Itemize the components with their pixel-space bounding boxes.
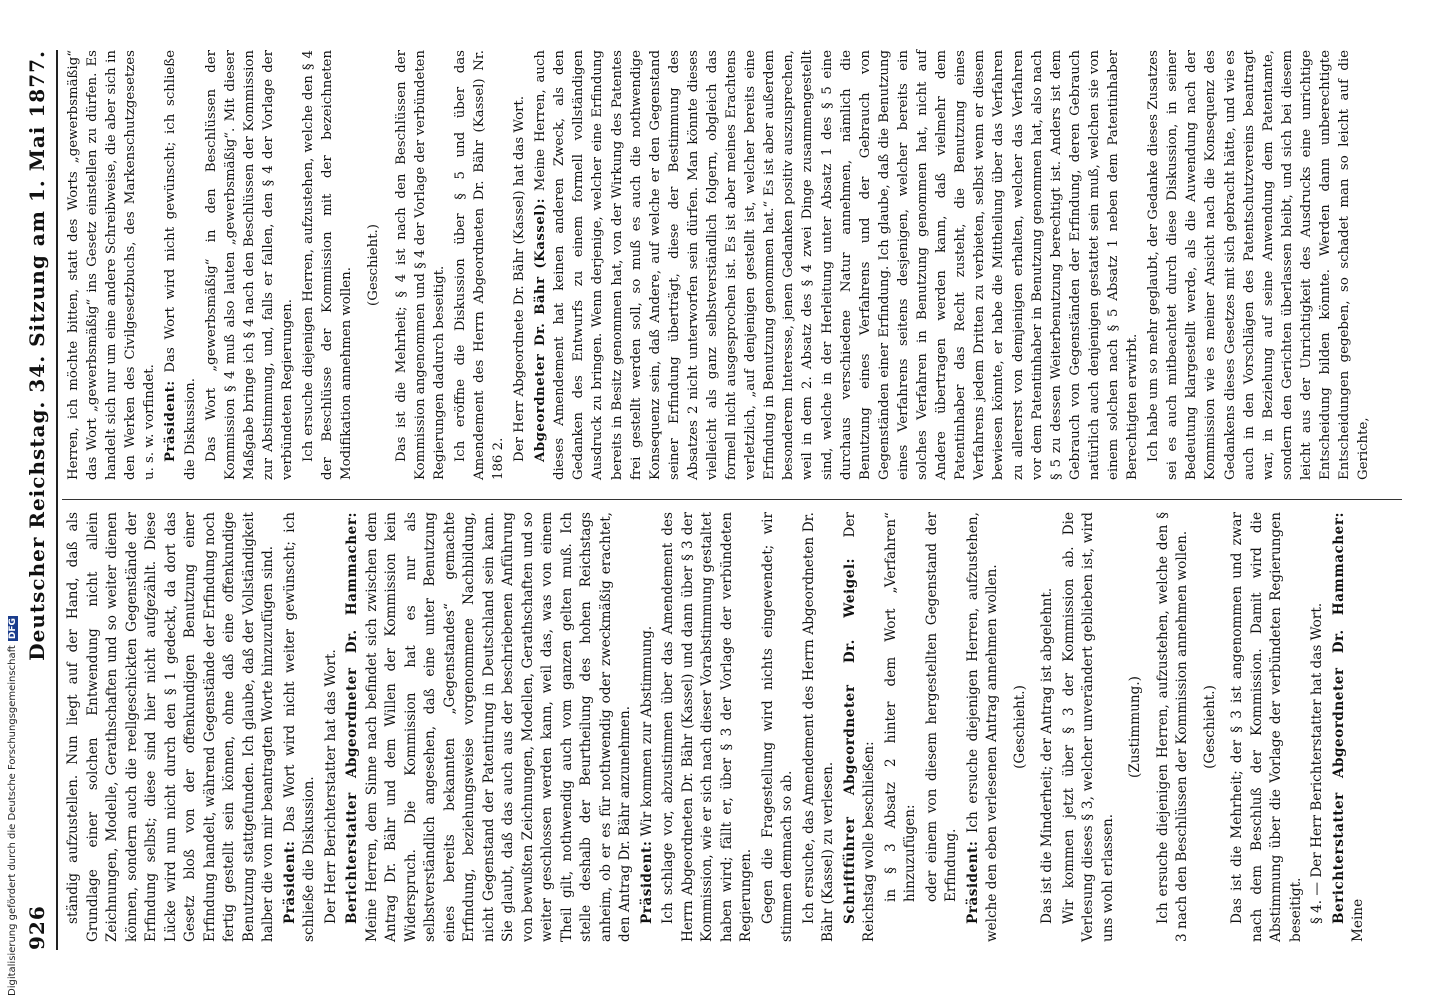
page-number: 926: [25, 905, 49, 950]
paragraph-text: Das Wort wird nicht weiter gewünscht; ich schließe die Diskussion.: [281, 512, 317, 942]
paragraph-text: Ich ersuche diejenigen Herren, aufzustehen, welche den § 4 der Beschlüsse der Kommission mit der bezeichneten Modifikation annehmen wollen.: [301, 50, 355, 480]
paragraph: [281, 512, 320, 942]
paragraph-text: (Zustimmung.): [1127, 676, 1143, 778]
paragraph: [1201, 512, 1221, 942]
paragraph: [64, 512, 279, 942]
paragraph-text: (Geschieht.): [366, 224, 382, 306]
paragraph: [800, 512, 839, 942]
paragraph-text: Der Herr Abgeordnete Dr. Bähr (Kassel) hat das Wort.: [512, 95, 528, 462]
page-title: Deutscher Reichstag. 34. Sitzung am 1. Mai 1877.: [25, 50, 49, 661]
paragraph-text: ständig aufzustellen. Nun liegt auf der Hand, daß als Grundlage einer solchen Entwendung nicht allein Zeichnungen, Modelle, Gerathschaften und so weiter dienen können, sondern auch die reellgeschickten Gegenstände der Erfindung selbst; diese sind hier nicht aufgezählt. Diese Lücke wird nun nicht durch den § 1 gedeckt, da dort das Gesetz bloß von der offenkundigen Benutzung einer Erfindung handelt, während Gegenstände der Erfindung noch fertig gestellt sein können, ohne daß eine offenkundige Benutzung stattgefunden. Ich glaube, daß der Vollständigkeit halber die von mir beantragten Worte hinzuzufügen sind.: [65, 512, 276, 942]
right-column: [64, 50, 1375, 480]
speaker-name: Berichterstatter Abgeordneter Dr. Hammacher:: [1330, 512, 1347, 924]
paragraph-text: oder einem von diesem hergestellten Gegenstand der Erfindung.: [923, 512, 959, 902]
paragraph: [322, 512, 342, 942]
digitization-credit: [4, 396, 24, 996]
paragraph-text: (Geschieht.): [1201, 685, 1218, 769]
paragraph: [882, 512, 921, 942]
paragraph-text: Meine Herren, auch dieses Amendement hat keinen anderen Zweck, als den Gedanken des Entwurfs zu einem formell vollständigen Ausdruck zu bringen. Wenn derjenige, welcher eine Erfindung bereits in Besitz genommen hat, von der Wirkung des Patentes frei gestellt werden soll, so muß es auch die nothwendige Konsequenz sein, daß Andere, auf welche er den Gegenstand seiner Erfindung überträgt, diese der Bestimmung des Absatzes 2 nicht unterworfen sein dürfen. Man könnte dieses vielleicht als ganz selbstverständlich folgern, obgleich das formell nicht ausgesprochen ist. Es ist aber meines Erachtens verletzlich, „auf denjenigen gestellt ist, welcher bereits eine Erfindung in Benutzung genommen hat.“ Es ist aber außerdem besonderem Interesse, jenen Gedanken positiv auszusprechen, weil in dem 2. Absatz des § 4 zwei Dinge zusammengestellt sind, welche in der Herleitung unter Absatz 1 des § 5 eine durchaus verschiedene Natur annehmen, nämlich die Benutzung eines Verfahrens und der Gebrauch von Gegenständen einer Erfindung. Ich glaube, daß die Benutzung eines Verfahrens seitens desjenigen, welcher bereits ein solches Verfahren in Benutzung genommen hat, nicht auf Andere übertragen werden kann, daß vielmehr dem Patentinhaber das Recht zusteht, die Benutzung eines Verfahrens jedem Dritten zu verbieten, selbst wenn er diesem bewiesen könnte, er habe die Mittheilung über das Verfahren zu allererst von demjenigen erhalten, welcher das Verfahren vor dem Patentinhaber in Benutzung genommen hat, also nach § 5 zu dessen Weiterbenutzung berechtigt ist. Anders ist dem Gebrauch von Gegenständen der Erfindung, deren Gebrauch natürlich auch denjenigen gestattet sein muß, welchen sie von einem solchen nach § 5 Absatz 1 neben dem Patentinhaber Berechtigten erwirbt.: [533, 50, 1141, 480]
paragraph-text: Ich ersuche, das Amendement des Herrn Abgeordneten Dr. Bähr (Kassel) zu verlesen.: [800, 512, 836, 942]
column-divider: [62, 499, 1402, 500]
paragraph-text: Herren, ich möchte bitten, statt des Worts „gewerbsmäßig“ das Wort „gewerbsmäßig“ ins Gesetz einstellen zu dürfen. Es handelt sich nur um eine andere Schreibweise, die aber sich in den Werken des Civilgesetzbuchs, des Markenschutzgesetzes u. s. w. vorfindet.: [66, 50, 158, 480]
speaker-name: Präsident:: [964, 840, 981, 924]
speaker-name: Abgeordneter Dr. Bähr (Kassel):: [533, 197, 549, 462]
paragraph: [964, 512, 1003, 942]
paragraph: [510, 50, 529, 480]
paragraph: [841, 512, 880, 942]
paragraph-text: Wir kommen jetzt über § 3 der Kommission ab. Die Verlesung dieses § 3, welcher unverändert geblieben ist, wird uns wohl erlassen.: [1060, 512, 1116, 942]
paragraph: [1154, 512, 1193, 942]
paragraph-text: Das ist die Minderheit; der Antrag ist abgelehnt.: [1039, 587, 1055, 924]
paragraph: [1308, 512, 1328, 942]
speaker-name: Berichterstatter Abgeordneter Dr. Hammacher:: [344, 512, 360, 924]
paragraph: [364, 50, 383, 480]
paragraph: [299, 50, 356, 480]
paragraph-text: Wir kommen zur Abstimmung.: [638, 625, 655, 837]
paragraph: [638, 512, 658, 942]
paragraph-text: Das Wort „gewerbsmäßig“ in den Beschlüssen der Kommission § 4 muß also lauten „gewerbsmäßig“. Mit dieser Maßgabe bringe ich § 4 nach den Beschlüssen der Kommission zur Abstimmung, und, falls er fallen, den § 4 der Vorlage der verbündeten Regierungen.: [203, 50, 296, 480]
paragraph-text: Ich eröffne die Diskussion über § 5 und über das Amendement des Herrn Abgeordneten Dr. Bähr (Kassel) Nr. 186 2.: [452, 50, 506, 480]
left-column: [64, 512, 1371, 942]
paragraph: [1330, 512, 1369, 942]
paragraph: [1126, 512, 1146, 942]
paragraph: [161, 50, 199, 480]
paragraph: [64, 50, 159, 480]
paragraph-text: Ich ersuche diejenigen Herren, aufzustehen, welche den § 3 nach den Beschlüssen der Kommission annehmen wollen.: [1154, 512, 1190, 942]
paragraph-text: in § 3 Absatz 2 hinter dem Wort „Verfahren“ hinzuzufügen:: [882, 512, 918, 902]
paragraph: [1011, 512, 1031, 942]
paragraph-text: Ich ersuche diejenigen Herren, aufzustehen, welche den eben verlesenen Antrag annehmen wollen.: [964, 512, 1000, 942]
paragraph: [923, 512, 962, 942]
paragraph: [531, 50, 1142, 480]
paragraph-text: Der Reichstag wolle beschließen:: [841, 512, 877, 942]
paragraph: [451, 50, 508, 480]
paragraph-text: Das Wort wird nicht gewünscht; ich schließe die Diskussion.: [163, 50, 198, 480]
paragraph: [659, 512, 757, 942]
paragraph: [1228, 512, 1306, 942]
paragraph-text: Das ist die Mehrheit; der § 3 ist angenommen und zwar nach dem Beschluß der Kommission. Damit wird die Abstimmung über die Vorlage der verbündeten Regierungen beseitigt.: [1229, 512, 1304, 942]
paragraph-text: Gegen die Fragestellung wird nichts eingewendet; wir stimmen demnach so ab.: [759, 512, 795, 942]
paragraph-text: Ich habe um so mehr geglaubt, der Gedanke dieses Zusatzes sei es auch mitbeachtet durch diese Diskussion, in seiner Bedeutung klargestellt werde, als die Auwendung nach der Kommission wie es meiner Ansicht nach die Konsequenz des Gedankens dieses Gesetzes mit sich gebracht hätte, und wie es auch in den Vorschlägen des Patentschutzvereins beantragt war, in Beziehung auf seine Anwendung dem Patentamte, sondern den Gerichten überlassen bleibt, und sich bei diesem leicht aus der Unrichtigkeit des Ausdrucks eine unrichtige Entscheidung bilden könnte. Werden dann unberechtigte Entscheidungen gegeben, so schadet man so leicht auf die Gerichte,: [1146, 50, 1372, 480]
header-rule: [56, 50, 58, 950]
speaker-name: Präsident:: [281, 840, 298, 924]
paragraph: [343, 512, 636, 942]
dfg-logo: DFG: [8, 618, 18, 640]
speaker-name: Präsident:: [638, 840, 655, 924]
credit-text: Digitalisierung gefördert durch die Deutsche Forschungsgemeinschaft: [7, 645, 18, 996]
paragraph: [1144, 50, 1373, 480]
page-header: [22, 50, 52, 950]
paragraph: [1038, 512, 1058, 942]
paragraph-text: Der Herr Berichterstatter hat das Wort.: [322, 649, 339, 924]
speaker-name: Präsident:: [163, 380, 179, 462]
paragraph-text: § 4. — Der Herr Berichterstatter hat das Wort.: [1309, 602, 1325, 924]
paragraph: [202, 50, 297, 480]
paragraph: [392, 50, 449, 480]
paragraph-text: (Geschieht.): [1011, 685, 1028, 769]
paragraph: [1060, 512, 1119, 942]
paragraph: [759, 512, 798, 942]
speaker-name: Schriftführer Abgeordneter Dr. Weigel:: [841, 557, 858, 924]
paragraph-text: Meine: [1350, 898, 1366, 942]
paragraph-text: Das ist die Mehrheit; § 4 ist nach den Beschlüssen der Kommission angenommen und § 4 der Vorlage der verbündeten Regierungen dadurch beseitigt.: [393, 50, 447, 480]
paragraph-text: Meine Herren, dem Sinne nach befindet sich zwischen dem Antrag Dr. Bähr und dem Willen der Kommission kein Widerspruch. Die Kommission hat es nur als selbstverständlich angesehen, daß eine unter Benutzung eines bereits bekannten „Gegenstandes“ gemachte Erfindung, beziehungsweise vorgenommene Nachbildung, nicht Gegenstand der Patentirung in Deutschland sein kann. Sie glaubt, daß das auch aus der beschriebenen Anführung von bewußten Zeichnungen, Modellen, Gerathschaften und so weiter geschlossen werden kann, weil das, was von einem Theil gilt, nothwendig auch vom ganzen gelten muß. Ich stelle deshalb der Beurtheilung des hohen Reichstags anheim, ob er es für nothwendig oder zweckmäßig erachtet, den Antrag Dr. Bähr anzunehmen.: [363, 512, 633, 942]
paragraph-text: Ich schlage vor, abzustimmen über das Amendement des Herrn Abgeordneten Dr. Bähr (Kassel) und dann über § 3 der Kommission, wie er sich nach dieser Vorabstimmung gestaltet haben wird; fällt er, über § 3 der Vorlage der verbündeten Regierungen.: [660, 512, 754, 942]
